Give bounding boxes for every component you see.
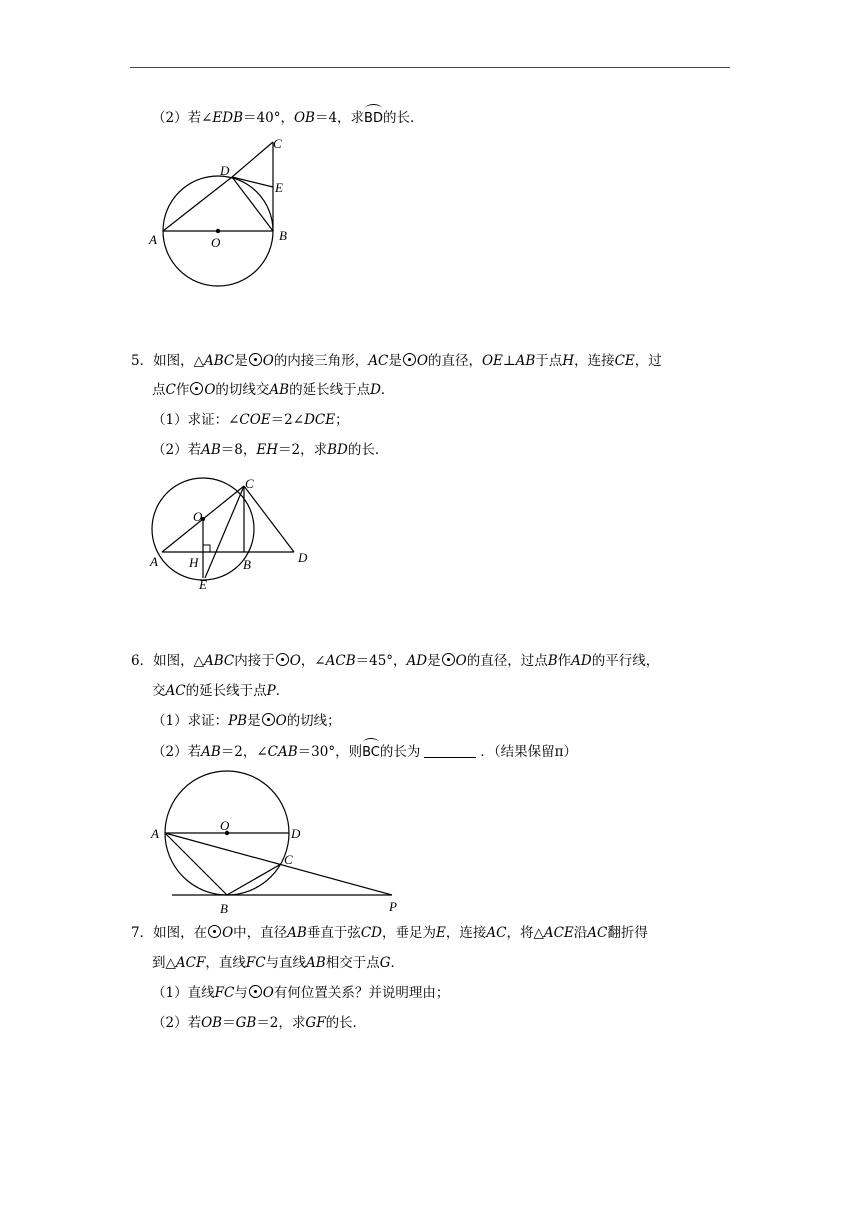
q4-label-a: A — [149, 232, 157, 247]
q4-label-d: D — [220, 163, 230, 178]
q7-stem-line1: 7．如图，在 O中，直径AB垂直于弦CD，垂足为E，连接AC，将△ACE沿AC翻折得 — [131, 925, 648, 941]
q5-part2: （2）若AB＝8，EH＝2，求BD的长． — [152, 442, 389, 458]
q4-label-b: B — [279, 228, 287, 243]
q4-part2: （2）若∠EDB＝40°，OB＝4，求BD的长． — [152, 107, 423, 129]
q5-stem-line1: 5．如图，△ABC是 O的内接三角形，AC是 O的直径，OE⊥AB于点H，连接CE，过 — [131, 353, 662, 369]
arc-bd-symbol: BD — [364, 107, 383, 129]
q5-stem-line2: 点C作 O的切线交AB的延长线于点D． — [152, 382, 395, 398]
q4-label-c: C — [273, 136, 282, 151]
q5-part1: （1）求证：∠COE＝2∠DCE； — [152, 412, 349, 428]
circle-dot-symbol — [208, 925, 221, 938]
q4-label-o: O — [211, 235, 221, 250]
q6-stem-line1: 6．如图，△ABC内接于 O，∠ACB＝45°，AD是 O的直径，过点B作AD的平行线， — [131, 653, 660, 669]
q5-label-b: B — [243, 557, 251, 572]
q5-label-h: H — [189, 555, 199, 570]
q6-label-b: B — [220, 901, 228, 916]
q6-part2: （2）若AB＝2，∠CAB＝30°，则BC的长为 ．（结果保留π） — [152, 741, 577, 763]
q6-label-o: O — [220, 818, 230, 833]
q5-label-o: O — [193, 509, 203, 524]
q6-stem-line2: 交AC的延长线于点P． — [152, 683, 290, 699]
q5-label-e: E — [199, 577, 207, 592]
q4-label-e: E — [275, 180, 283, 195]
q6-label-c: C — [284, 852, 293, 867]
circle-dot-symbol — [249, 985, 262, 998]
q6-label-a: A — [151, 826, 159, 841]
q7-stem-line2: 到△ACF，直线FC与直线AB相交于点G． — [152, 955, 405, 971]
q6-part1: （1）求证：PB是 O的切线； — [152, 713, 341, 729]
q6-label-d: D — [291, 826, 301, 841]
q7-part2: （2）若OB＝GB＝2，求GF的长． — [152, 1015, 367, 1031]
arc-bc-symbol: BC — [362, 741, 380, 763]
q5-label-a: A — [150, 554, 158, 569]
q5-label-d: D — [298, 550, 308, 565]
q7-part1: （1）直线FC与 O有何位置关系？并说明理由； — [152, 985, 450, 1001]
q5-label-c: C — [245, 476, 254, 491]
q6-label-p: P — [389, 899, 397, 914]
